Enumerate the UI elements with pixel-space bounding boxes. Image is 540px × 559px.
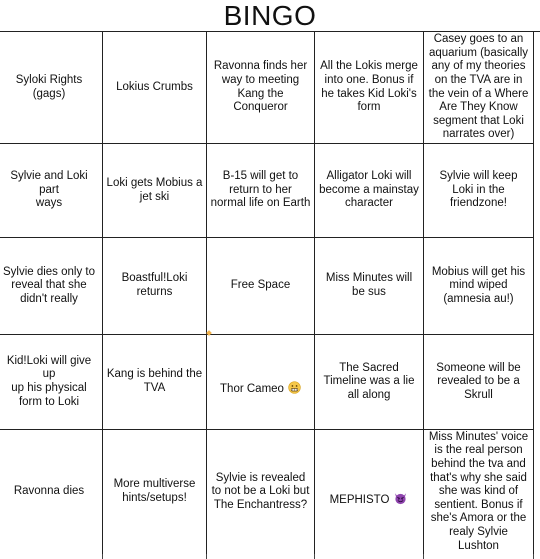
devil-emoji-icon bbox=[393, 491, 408, 505]
cell-text: Lokius Crumbs bbox=[116, 80, 193, 93]
bingo-cell-r4-c1 bbox=[0, 335, 103, 430]
cell-text: Casey goes to an aquarium (basically any of my theories on the TVA are in the vein of a Where Are They Know segment that Loki narrates over) bbox=[428, 33, 529, 141]
bingo-cell-r1-c4 bbox=[315, 32, 424, 144]
bingo-cell-r4-c2 bbox=[103, 335, 207, 430]
cell-text: Free Space bbox=[230, 279, 291, 292]
strip-divider bbox=[102, 554, 103, 559]
cell-text: MEPHISTO bbox=[329, 493, 390, 506]
bingo-cell-r4-c3 bbox=[207, 335, 315, 430]
bingo-cell-r2-c1 bbox=[0, 144, 103, 238]
cell-text: Kang is behind the TVA bbox=[106, 368, 203, 394]
bingo-cell-r1-c1 bbox=[0, 32, 103, 144]
bingo-cell-r1-c3 bbox=[207, 32, 315, 144]
cell-text: Syloki Rights (gags) bbox=[15, 73, 83, 100]
bingo-grid bbox=[0, 31, 540, 554]
bingo-cell-free-space bbox=[207, 238, 315, 335]
cell-text: B-15 will get to return to her normal life on Earth bbox=[210, 170, 311, 210]
cell-text-line bbox=[220, 367, 301, 396]
bingo-cell-r5-c5 bbox=[424, 430, 534, 555]
strip-divider bbox=[314, 554, 315, 559]
cell-text: All the Lokis merge into one. Bonus if he takes Kid Loki's form bbox=[320, 60, 418, 114]
cell-text: Loki gets Mobius a jet ski bbox=[106, 176, 203, 203]
cell-text: Ravonna finds her way to meeting Kang the Conqueror bbox=[213, 60, 308, 114]
cell-text: Thor Cameo bbox=[220, 383, 284, 395]
cell-text: Miss Minutes will be sus bbox=[325, 272, 413, 298]
bingo-cell-r1-c5 bbox=[424, 32, 534, 144]
strip-divider bbox=[533, 554, 534, 559]
bingo-cell-r5-c2 bbox=[103, 430, 207, 555]
strip-divider bbox=[423, 554, 424, 559]
bingo-cell-r3-c5 bbox=[424, 238, 534, 335]
cell-text: Sylvie is revealed to not be a Loki but The Enchantress? bbox=[211, 471, 310, 511]
bingo-cell-r5-c1 bbox=[0, 430, 103, 555]
bingo-cell-r2-c5 bbox=[424, 144, 534, 238]
next-row-strip bbox=[0, 554, 540, 559]
cell-text: Miss Minutes' voice is the real person behind the tva and that's why she said she was kind of sentient. Bonus if she's Amora or the realy Sylvie Lushton bbox=[428, 430, 529, 552]
cell-text: Alligator Loki will become a mainstay character bbox=[319, 170, 419, 210]
bingo-cell-r2-c2 bbox=[103, 144, 207, 238]
bingo-cell-r2-c4 bbox=[315, 144, 424, 238]
bingo-cell-r3-c2 bbox=[103, 238, 207, 335]
bingo-title: BINGO bbox=[223, 0, 317, 31]
cell-text: Sylvie will keep Loki in the friendzone! bbox=[439, 170, 518, 210]
bingo-cell-r2-c3 bbox=[207, 144, 315, 238]
cell-text: Boastful!Loki returns bbox=[121, 272, 188, 298]
grimace-emoji-icon bbox=[288, 381, 301, 394]
cell-text: Sylvie dies only to reveal that she didn't really bbox=[2, 265, 96, 305]
cell-text: Ravonna dies bbox=[13, 485, 85, 498]
cell-text: Kid!Loki will give up up his physical form to Loki bbox=[6, 354, 92, 408]
cell-text: Mobius will get his mind wiped (amnesia au!) bbox=[431, 265, 526, 305]
bingo-cell-r3-c1 bbox=[0, 238, 103, 335]
cell-text: The Sacred Timeline was a lie all along bbox=[323, 361, 415, 401]
bingo-cell-r3-c4 bbox=[315, 238, 424, 335]
bingo-cell-r1-c2 bbox=[103, 32, 207, 144]
strip-divider bbox=[206, 554, 207, 559]
bingo-cell-r5-c3 bbox=[207, 430, 315, 555]
cell-text: Sylvie and Loki part ways bbox=[10, 170, 88, 210]
bingo-cell-r5-c4 bbox=[315, 430, 424, 555]
cell-text: Someone will be revealed to be a Skrull bbox=[436, 361, 521, 401]
bingo-cell-r4-c4 bbox=[315, 335, 424, 430]
cell-text-line bbox=[330, 477, 409, 507]
bingo-cell-r4-c5 bbox=[424, 335, 534, 430]
cell-text: More multiverse hints/setups! bbox=[113, 478, 196, 504]
